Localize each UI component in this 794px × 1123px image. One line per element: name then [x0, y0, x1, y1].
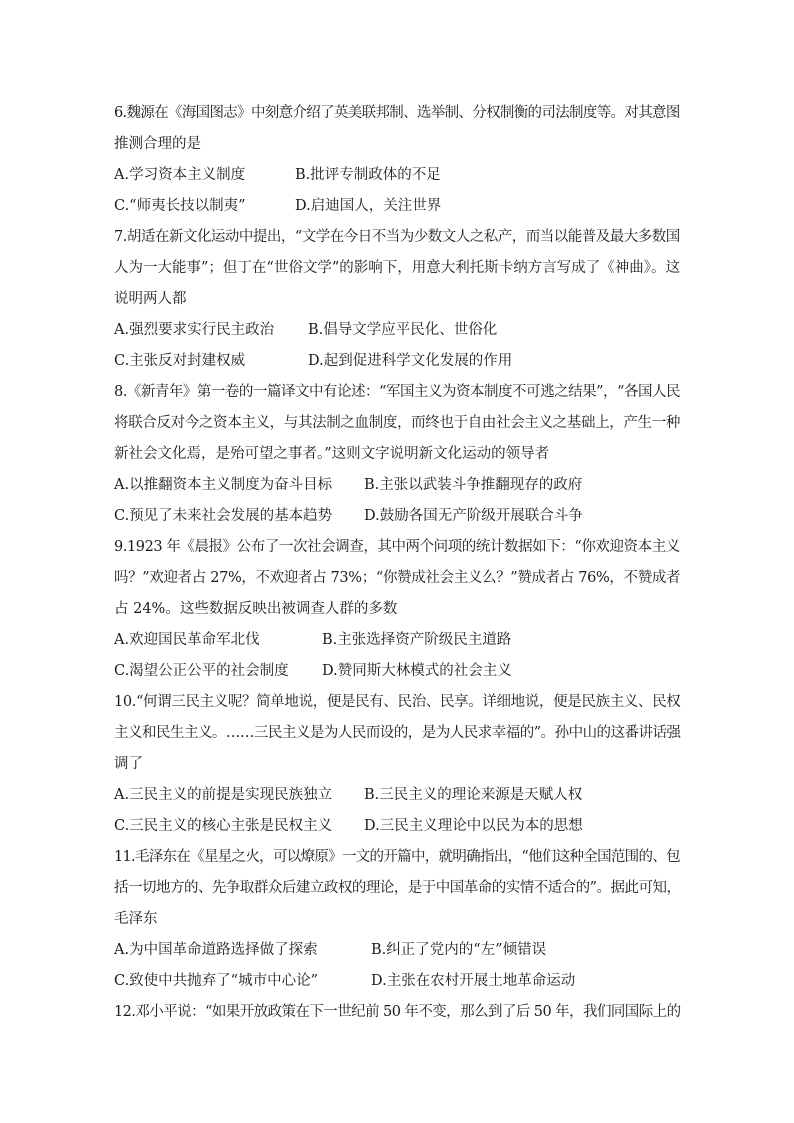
- question-9-options-row-2: [114, 661, 512, 681]
- question-9-stem-line-3: 占 24%。这些数据反映出被调查人群的多数: [114, 601, 398, 617]
- question-10-option-d[interactable]: D.三民主义理论中以民为本的思想: [364, 818, 583, 834]
- question-7-option-c[interactable]: C.主张反对封建权威: [114, 353, 246, 369]
- question-9-option-c[interactable]: C.渴望公正公平的社会制度: [114, 663, 289, 679]
- question-11-stem-line-1: 11.毛泽东在《星星之火，可以燎原》一文的开篇中，就明确指出，“他们这种全国范围的、包: [114, 849, 680, 865]
- question-7-option-a[interactable]: A.强烈要求实行民主政治: [114, 322, 275, 338]
- question-8-stem-line-1: 8.《新青年》第一卷的一篇译文中有论述：“军国主义为资本制度不可逃之结果”，“各国人民: [114, 384, 680, 400]
- question-7-option-d[interactable]: D.起到促进科学文化发展的作用: [308, 353, 513, 369]
- question-7-stem-line-3: 说明两人都: [114, 291, 187, 307]
- question-8-options-row-1: [114, 475, 583, 495]
- question-6-option-d[interactable]: D.启迪国人，关注世界: [295, 198, 442, 214]
- question-6-option-c[interactable]: C.“师夷长技以制夷”: [114, 198, 246, 214]
- question-7-option-b[interactable]: B.倡导文学应平民化、世俗化: [308, 322, 498, 338]
- question-6-option-b[interactable]: B.批评专制政体的不足: [295, 167, 441, 183]
- question-10-option-a[interactable]: A.三民主义的前提是实现民族独立: [114, 787, 333, 803]
- question-10-stem-line-3: 调了: [114, 756, 143, 772]
- question-11-option-a[interactable]: A.为中国革命道路选择做了探索: [114, 942, 318, 958]
- question-9-option-b[interactable]: B.主张选择资产阶级民主道路: [322, 632, 512, 648]
- question-9-option-d[interactable]: D.赞同斯大林模式的社会主义: [322, 663, 512, 679]
- question-6-options-row-1: [114, 165, 441, 185]
- question-11-option-b[interactable]: B.纠正了党内的“左”倾错误: [371, 942, 547, 958]
- question-9-options-row-1: [114, 630, 512, 650]
- question-11-option-c[interactable]: C.致使中共抛弃了“城市中心论”: [114, 973, 319, 989]
- question-11-stem-line-2: 括一切地方的、先争取群众后建立政权的理论，是于中国革命的实情不适合的”。据此可知，: [114, 880, 681, 896]
- question-7-stem-line-2: 人为一大能事”；但丁在“世俗文学”的影响下，用意大利托斯卡纳方言写成了《神曲》。这: [114, 260, 680, 276]
- question-8-option-b[interactable]: B.主张以武装斗争推翻现存的政府: [364, 477, 583, 493]
- question-9-stem-line-2: 吗？”欢迎者占 27%，不欢迎者占 73%；“你赞成社会主义么？”赞成者占 76%，不赞成者: [114, 570, 681, 586]
- question-8-options-row-2: [114, 506, 583, 526]
- question-8-option-a[interactable]: A.以推翻资本主义制度为奋斗目标: [114, 477, 333, 493]
- question-9-stem-line-1: 9.1923 年《晨报》公布了一次社会调查，其中两个问项的统计数据如下：“你欢迎资本主义: [114, 539, 680, 555]
- question-6-options-row-2: [114, 196, 442, 216]
- question-8-stem-line-3: 新社会文化焉，是殆可望之事者。”这则文字说明新文化运动的领导者: [114, 446, 550, 462]
- question-10-options-row-2: [114, 816, 583, 836]
- question-8-stem-line-2: 将联合反对今之资本主义，与其法制之血制度，而终也于自由社会主义之基础上，产生一种: [114, 415, 680, 431]
- question-7-stem-line-1: 7.胡适在新文化运动中提出，“文学在今日不当为少数文人之私产，而当以能普及最大多数国: [114, 229, 680, 245]
- question-10-stem-line-1: 10.“何谓三民主义呢？简单地说，便是民有、民治、民享。详细地说，便是民族主义、民权: [114, 694, 681, 710]
- question-11-stem-line-3: 毛泽东: [114, 911, 158, 927]
- question-10-options-row-1: [114, 785, 583, 805]
- question-10-stem-line-2: 主义和民生主义。……三民主义是为人民而设的，是为人民求幸福的”。孙中山的这番讲话强: [114, 725, 681, 741]
- question-8-option-d[interactable]: D.鼓励各国无产阶级开展联合斗争: [364, 508, 583, 524]
- question-10-option-c[interactable]: C.三民主义的核心主张是民权主义: [114, 818, 333, 834]
- question-6-stem-line-1: 6.魏源在《海国图志》中刻意介绍了英美联邦制、选举制、分权制衡的司法制度等。对其意图: [114, 105, 680, 121]
- question-8-option-c[interactable]: C.预见了未来社会发展的基本趋势: [114, 508, 333, 524]
- question-12-stem-line-1: 12.邓小平说：“如果开放政策在下一世纪前 50 年不变，那么到了后 50 年，我们同国际上的: [114, 1004, 681, 1020]
- question-6-stem-line-2: 推测合理的是: [114, 136, 201, 152]
- question-10-option-b[interactable]: B.三民主义的理论来源是天赋人权: [364, 787, 583, 803]
- question-11-options-row-2: [114, 971, 576, 991]
- question-7-options-row-1: [114, 320, 498, 340]
- question-6-option-a[interactable]: A.学习资本主义制度: [114, 167, 246, 183]
- question-9-option-a[interactable]: A.欢迎国民革命军北伐: [114, 632, 260, 648]
- question-11-option-d[interactable]: D.主张在农村开展土地革命运动: [371, 973, 576, 989]
- question-11-options-row-1: [114, 940, 547, 960]
- question-7-options-row-2: [114, 351, 513, 371]
